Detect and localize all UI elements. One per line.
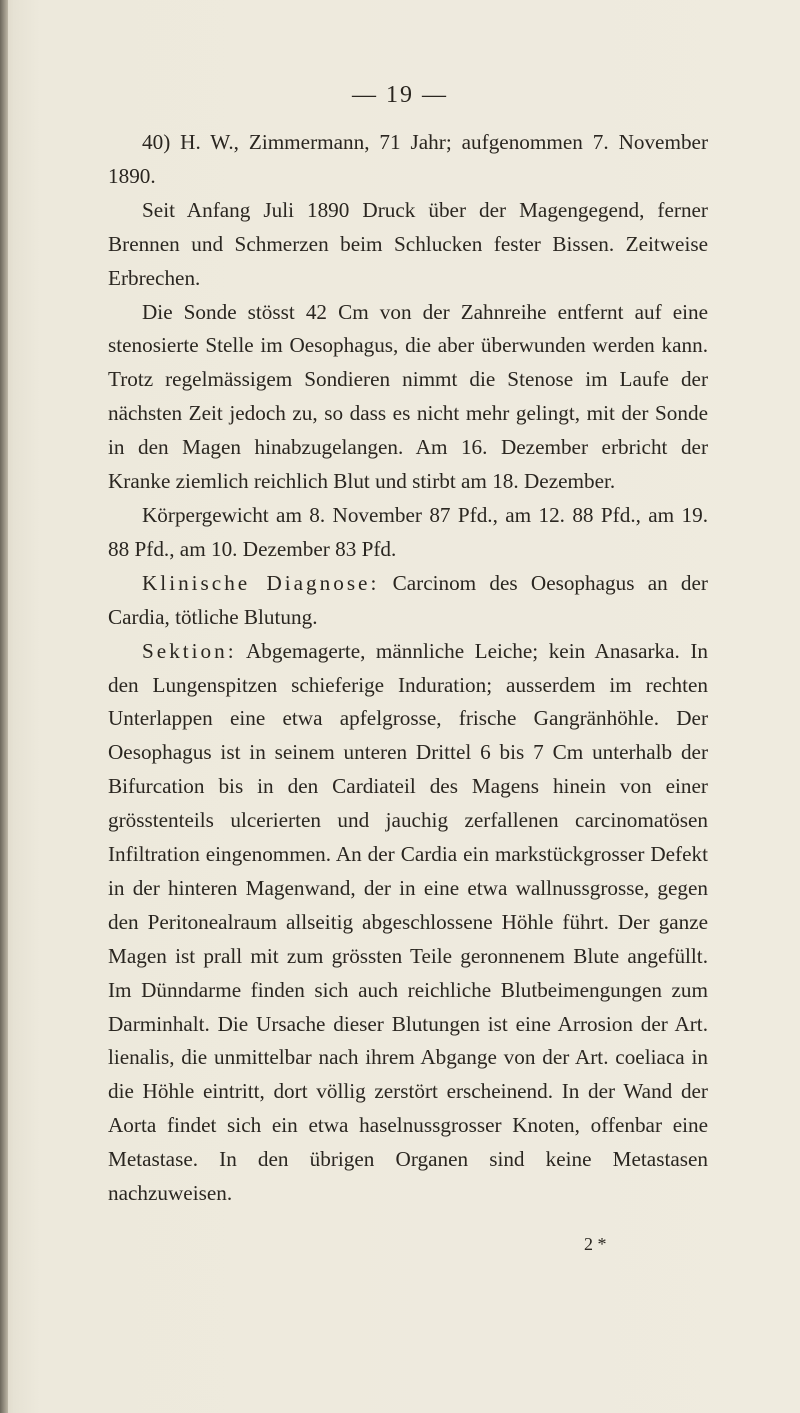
page-number: — 19 — [352, 82, 448, 108]
history-paragraph: Seit Anfang Juli 1890 Druck über der Magengegend, ferner Brennen und Schmerzen beim Schlucken fester Bissen. Zeitweise Erbrechen. [108, 197, 708, 290]
weight-paragraph: Körpergewicht am 8. November 87 Pfd., am 12. 88 Pfd., am 19. 88 Pfd., am 10. Dezember 83 Pfd. [108, 502, 708, 561]
diagnosis-paragraph [108, 567, 708, 635]
section-paragraph [108, 635, 708, 1211]
section-label: Sektion: [142, 638, 237, 663]
diagnosis-label: Klinische Diagnose: [142, 570, 380, 595]
binding-edge [0, 0, 8, 1413]
diagnosis-text: Carcinom des Oesophagus an der Cardia, tötliche Blutung. [108, 570, 708, 629]
case-report [108, 126, 708, 1211]
case-heading: 40) H. W., Zimmermann, 71 Jahr; aufgenommen 7. November 1890. [108, 130, 708, 188]
signature-mark: 2 * [584, 1234, 607, 1254]
course-paragraph: Die Sonde stösst 42 Cm von der Zahnreihe entfernt auf eine stenosierte Stelle im Oesophagus, die aber überwunden werden kann. Trotz regelmässigem Sondieren nimmt die Stenose im Laufe der nächsten Zeit jedoch zu, so dass es nicht mehr gelingt, mit der Sonde in den Magen hinabzugelangen. Am 16. Dezember erbricht der Kranke ziemlich reichlich Blut und stirbt am 18. Dezember. [108, 299, 708, 494]
section-text: Abgemagerte, männliche Leiche; kein Anasarka. In den Lungenspitzen schieferige Induration; ausserdem im rechten Unterlappen eine etwa apfelgrosse, frische Gangränhöhle. Der Oesophagus ist in seinem unteren Drittel 6 bis 7 Cm unterhalb der Bifurcation bis in den Cardiateil des Magens hinein von einer grösstenteils ulcerierten und jauchig zerfallenen carcinomatösen Infiltration eingenommen. An der Cardia ein markstückgrosser Defekt in der hinteren Magenwand, der in eine etwa wallnussgrosse, gegen den Peritonealraum allseitig abgeschlossene Höhle führt. Der ganze Magen ist prall mit zum grössten Teile geronnenem Blute angefüllt. Im Dünndarme finden sich auch reichliche Blutbeimengungen zum Darminhalt. Die Ursache dieser Blutungen ist eine Arrosion der Art. lienalis, die unmittelbar nach ihrem Abgange von der Art. coeliaca in die Höhle eintritt, dort völlig zerstört erscheinend. In der Wand der Aorta findet sich ein etwa haselnussgrosser Knoten, offenbar eine Metastase. In den übrigen Organen sind keine Metastasen nachzuweisen. [108, 638, 708, 1206]
